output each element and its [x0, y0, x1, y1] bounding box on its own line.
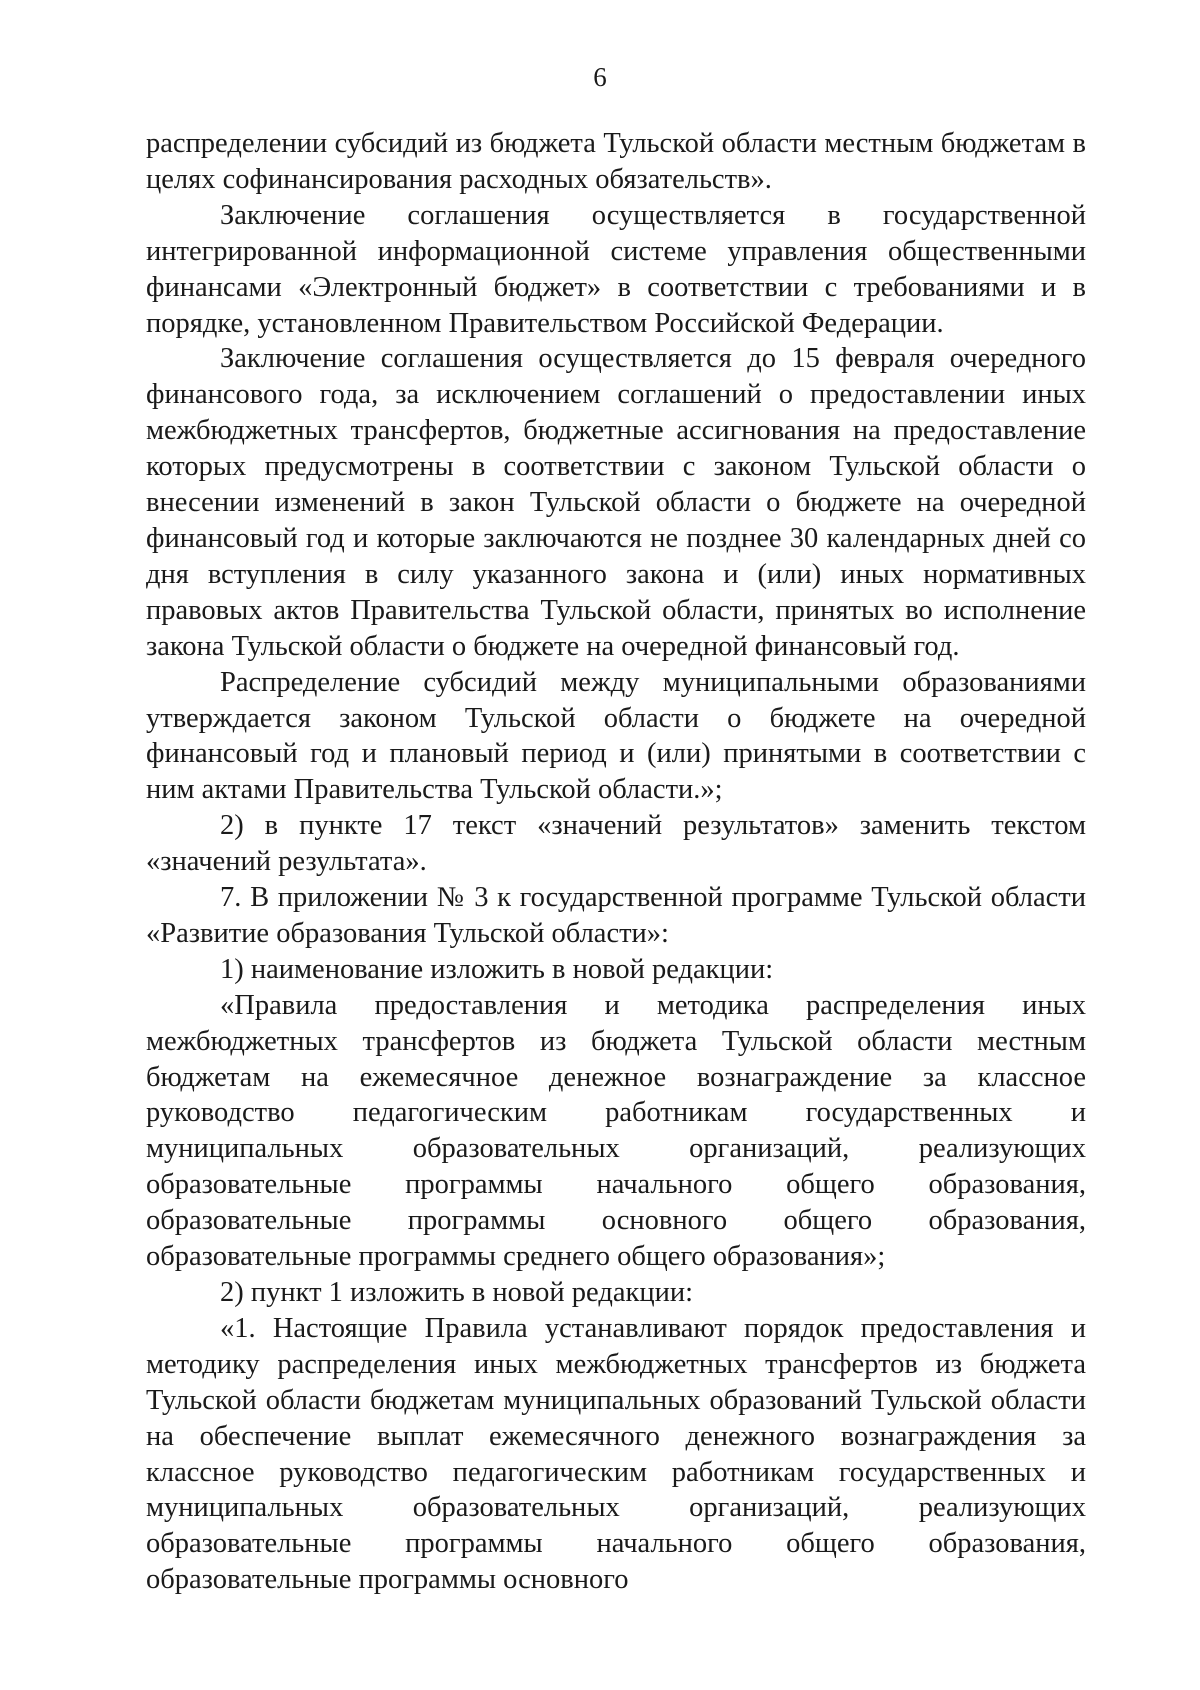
paragraph-item-1-change: 2) пункт 1 изложить в новой редакции: [220, 1277, 694, 1308]
paragraph-item-1-text: «1. Настоящие Правила устанавливают порядок предоставления и методику распределения иных межбюджетных трансфертов из бюджета Тульской области бюджетам муниципальных образований Тульской области на обеспечение выплат ежемесячного денежного вознаграждения за классное руководство педагогическим работникам государственных и муниципальных образовательных организаций, реализующих образовательные программы начального общего образования, образовательные программы основного [146, 1312, 1086, 1596]
paragraph-subsidy-distribution: Распределение субсидий между муниципальными образованиями утверждается законом Тульской области о бюджете на очередной финансовый год и плановый период и (или) принятыми в соответствии с ним актами Правительства Тульской области.»; [146, 666, 1086, 806]
page-number: 6 [593, 62, 607, 92]
paragraph-appendix-3: 7. В приложении № 3 к государственной программе Тульской области «Развитие образования Тульской области»: [146, 882, 1086, 949]
paragraph-agreement-system: Заключение соглашения осуществляется в государственной интегрированной информационной системе управления общественными финансами «Электронный бюджет» в соответствии с требованиями и в порядке, установленном Правительством Российской Федерации. [146, 199, 1086, 339]
paragraph-item-17: 2) в пункте 17 текст «значений результатов» заменить текстом «значений результата». [146, 810, 1086, 878]
paragraph-new-title: «Правила предоставления и методика распределения иных межбюджетных трансфертов из бюджета Тульской области местным бюджетам на ежемесячное денежное вознаграждение за классное руководство педагогическим работникам государственных и муниципальных образовательных организаций, реализующих образовательные программы начального общего образования, образовательные программы основного общего образования, образовательные программы среднего общего образования»; [146, 989, 1086, 1273]
document-body [146, 126, 1086, 1598]
paragraph-agreement-deadline: Заключение соглашения осуществляется до 15 февраля очередного финансового года, за исключением соглашений о предоставлении иных межбюджетных трансфертов, бюджетные ассигнования на предоставление которых предусмотрены в соответствии с законом Тульской области о внесении изменений в закон Тульской области о бюджете на очередной финансовый год и которые заключаются не позднее 30 календарных дней со дня вступления в силу указанного закона и (или) иных нормативных правовых актов Правительства Тульской области, принятых во исполнение закона Тульской области о бюджете на очередной финансовый год. [146, 343, 1086, 662]
paragraph-continuation: распределении субсидий из бюджета Тульской области местным бюджетам в целях софинансирования расходных обязательств». [146, 128, 1086, 195]
paragraph-title-change: 1) наименование изложить в новой редакции: [220, 953, 774, 985]
